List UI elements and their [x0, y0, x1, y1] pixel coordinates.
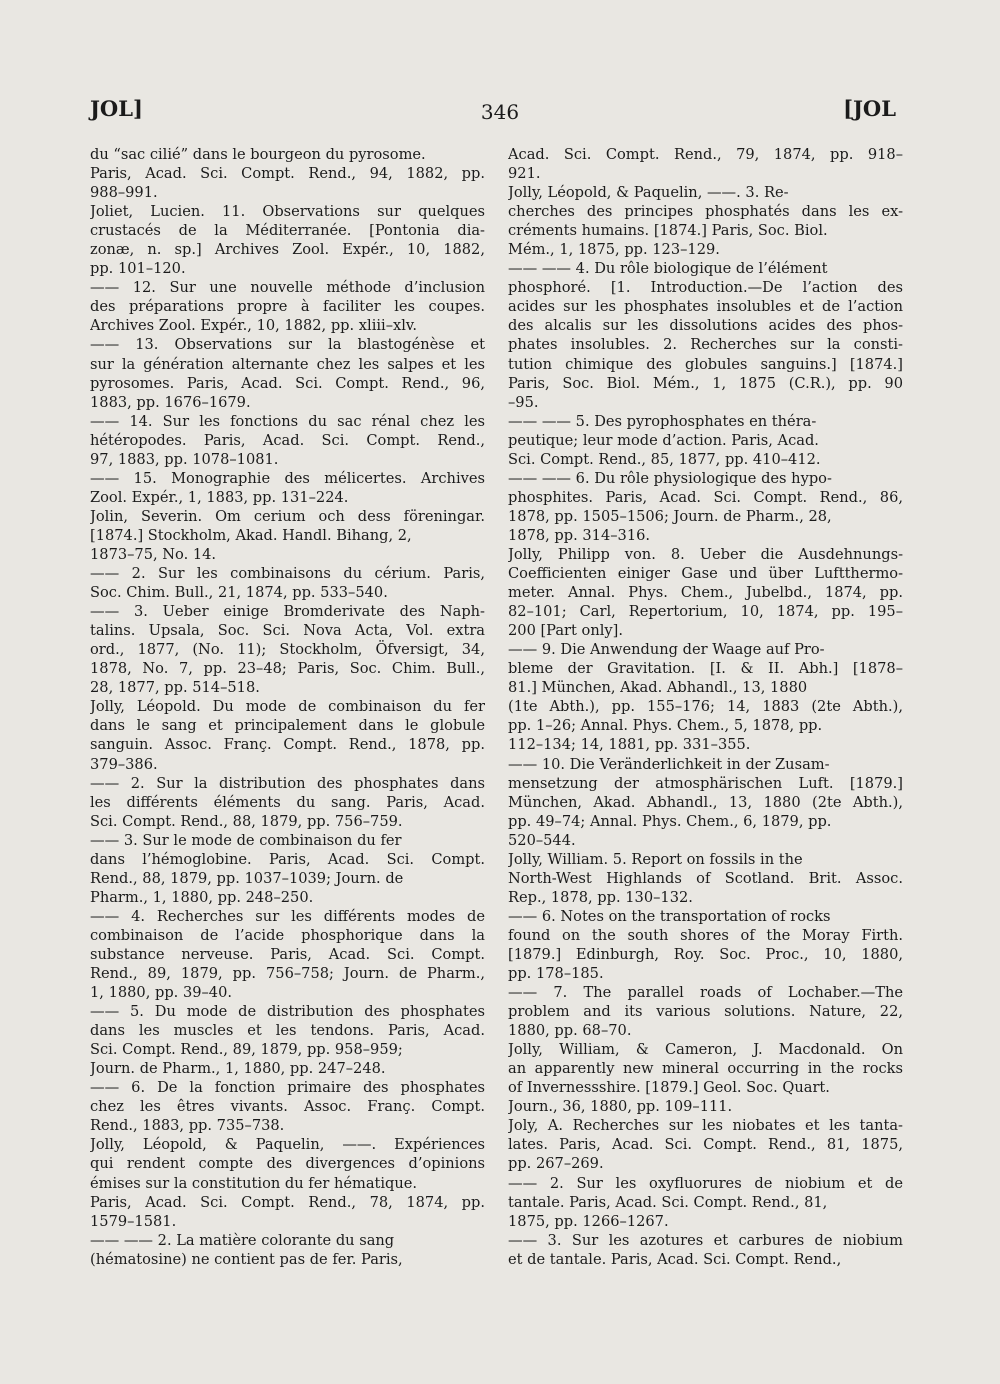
- text-line: ord., 1877, (No. 11); Stockholm, Öfversigt, 34,: [90, 641, 485, 659]
- text-line: Jolly, Léopold, & Paquelin, ——. 3. Re-: [508, 184, 789, 202]
- text-line: dans les muscles et les tendons. Paris, Acad.: [90, 1022, 485, 1040]
- text-line: pp. 101–120.: [90, 260, 186, 278]
- text-line: —— 2. Sur les oxyfluorures de niobium et de: [508, 1174, 903, 1192]
- text-line: [1879.] Edinburgh, Roy. Soc. Proc., 10, 1880,: [508, 945, 903, 963]
- text-line: pp. 49–74; Annal. Phys. Chem., 6, 1879, pp.: [508, 812, 832, 830]
- text-line: —— 4. Recherches sur les différents modes de: [90, 907, 485, 925]
- text-line: Jolly, William, & Cameron, J. Macdonald. On: [508, 1041, 903, 1059]
- text-line: of Invernessshire. [1879.] Geol. Soc. Quart.: [508, 1079, 830, 1097]
- text-line: combinaison de l’acide phosphorique dans la: [90, 926, 485, 944]
- text-line: Jolly, Léopold, & Paquelin, ——. Expériences: [90, 1136, 485, 1154]
- text-line: an apparently new mineral occurring in the rocks: [508, 1060, 903, 1078]
- text-line: —— 3. Sur les azotures et carbures de niobium: [508, 1231, 903, 1249]
- text-line: 1878, pp. 314–316.: [508, 526, 651, 544]
- text-line: —— 7. The parallel roads of Lochaber.—The: [508, 984, 903, 1002]
- text-line: Paris, Acad. Sci. Compt. Rend., 94, 1882, pp.: [90, 165, 485, 183]
- text-line: —— 13. Observations sur la blastogénèse et: [90, 336, 485, 354]
- text-line: des préparations propre à faciliter les coupes.: [90, 298, 485, 316]
- running-head-left: JOL]: [90, 96, 143, 121]
- text-line: Mém., 1, 1875, pp. 123–129.: [508, 241, 720, 259]
- text-line: Rend., 1883, pp. 735–738.: [90, 1117, 285, 1135]
- text-line: Sci. Compt. Rend., 89, 1879, pp. 958–959;: [90, 1041, 403, 1059]
- text-line: acides sur les phosphates insolubles et de l’action: [508, 298, 903, 316]
- text-line: les différents éléments du sang. Paris, Acad.: [90, 793, 485, 811]
- text-line: Pharm., 1, 1880, pp. 248–250.: [90, 888, 314, 906]
- text-line: Paris, Soc. Biol. Mém., 1, 1875 (C.R.), pp. 90: [508, 374, 903, 392]
- text-line: Jolly, William. 5. Report on fossils in the: [508, 850, 803, 868]
- text-line: lates. Paris, Acad. Sci. Compt. Rend., 81, 1875,: [508, 1136, 903, 1154]
- text-line: dans le sang et principalement dans le globule: [90, 717, 485, 735]
- text-line: talins. Upsala, Soc. Sci. Nova Acta, Vol. extra: [90, 622, 485, 640]
- text-line: Joliet, Lucien. 11. Observations sur quelques: [90, 203, 485, 221]
- text-line: peutique; leur mode d’action. Paris, Acad.: [508, 431, 819, 449]
- text-line: Sci. Compt. Rend., 88, 1879, pp. 756–759.: [90, 812, 403, 830]
- text-line: 988–991.: [90, 184, 158, 202]
- text-line: et de tantale. Paris, Acad. Sci. Compt. Rend.,: [508, 1250, 842, 1268]
- text-line: —— —— 5. Des pyrophosphates en théra-: [508, 412, 817, 430]
- text-line: —— 6. Notes on the transportation of rocks: [508, 907, 831, 925]
- text-line: 1883, pp. 1676–1679.: [90, 393, 251, 411]
- text-line: mensetzung der atmosphärischen Luft. [1879.]: [508, 774, 903, 792]
- text-line: —— 12. Sur une nouvelle méthode d’inclusion: [90, 279, 485, 297]
- text-line: —— 6. De la fonction primaire des phosphates: [90, 1079, 485, 1097]
- text-line: 1579–1581.: [90, 1212, 177, 1230]
- text-line: 1873–75, No. 14.: [90, 545, 217, 563]
- text-line: phosphoré. [1. Introduction.—De l’action des: [508, 279, 903, 297]
- text-line: 81.] München, Akad. Abhandl., 13, 1880: [508, 679, 808, 697]
- text-line: 112–134; 14, 1881, pp. 331–355.: [508, 736, 751, 754]
- text-line: 921.: [508, 165, 541, 183]
- text-line: tantale. Paris, Acad. Sci. Compt. Rend., 81,: [508, 1193, 828, 1211]
- text-line: —— —— 4. Du rôle biologique de l’élément: [508, 260, 828, 278]
- text-line: du “sac cilié” dans le bourgeon du pyrosome.: [90, 146, 426, 163]
- text-line: 1880, pp. 68–70.: [508, 1022, 632, 1040]
- text-line: —— 3. Ueber einige Bromderivate des Naph-: [90, 603, 485, 621]
- text-line: sur la génération alternante chez les salpes et les: [90, 355, 485, 373]
- text-line: —— 10. Die Veränderlichkeit in der Zusam-: [508, 755, 830, 773]
- text-line: Jolly, Philipp von. 8. Ueber die Ausdehnungs-: [508, 545, 903, 563]
- text-line: 379–386.: [90, 755, 158, 773]
- text-line: Rep., 1878, pp. 130–132.: [508, 888, 693, 906]
- text-line: Zool. Expér., 1, 1883, pp. 131–224.: [90, 488, 349, 506]
- text-line: Sci. Compt. Rend., 85, 1877, pp. 410–412.: [508, 450, 821, 468]
- text-line: 1875, pp. 1266–1267.: [508, 1212, 669, 1230]
- text-line: 200 [Part only].: [508, 622, 623, 640]
- page-number: 346: [480, 100, 520, 124]
- text-line: problem and its various solutions. Nature, 22,: [508, 1003, 903, 1021]
- text-line: pyrosomes. Paris, Acad. Sci. Compt. Rend., 96,: [90, 374, 485, 392]
- text-line: émises sur la constitution du fer hématique.: [90, 1174, 418, 1192]
- text-line: —— 2. Sur la distribution des phosphates dans: [90, 774, 485, 792]
- text-line: München, Akad. Abhandl., 13, 1880 (2te Abth.),: [508, 793, 903, 811]
- text-line: bleme der Gravitation. [I. & II. Abh.] [1878–: [508, 660, 903, 678]
- text-line: 97, 1883, pp. 1078–1081.: [90, 450, 279, 468]
- text-line: North-West Highlands of Scotland. Brit. Assoc.: [508, 869, 903, 887]
- text-line: hétéropodes. Paris, Acad. Sci. Compt. Rend.,: [90, 431, 485, 449]
- text-line: —— 15. Monographie des mélicertes. Archives: [90, 469, 485, 487]
- text-line: meter. Annal. Phys. Chem., Jubelbd., 1874, pp.: [508, 584, 903, 602]
- text-line: Rend., 88, 1879, pp. 1037–1039; Journ. de: [90, 869, 404, 887]
- text-line: —— 5. Du mode de distribution des phosphates: [90, 1003, 485, 1021]
- right-column: [508, 145, 903, 1269]
- text-line: qui rendent compte des divergences d’opinions: [90, 1155, 485, 1173]
- text-line: 520–544.: [508, 831, 576, 849]
- text-line: (1te Abth.), pp. 155–176; 14, 1883 (2te Abth.),: [508, 698, 903, 716]
- text-line: Jolly, Léopold. Du mode de combinaison du fer: [90, 698, 485, 716]
- text-line: dans l’hémoglobine. Paris, Acad. Sci. Compt.: [90, 850, 485, 868]
- text-line: Archives Zool. Expér., 10, 1882, pp. xliii–xlv.: [90, 317, 418, 335]
- text-line: tution chimique des globules sanguins.] [1874.]: [508, 355, 903, 373]
- text-line: Journ. de Pharm., 1, 1880, pp. 247–248.: [90, 1060, 386, 1078]
- text-line: Paris, Acad. Sci. Compt. Rend., 78, 1874, pp.: [90, 1193, 485, 1211]
- text-line: créments humains. [1874.] Paris, Soc. Biol.: [508, 222, 828, 240]
- text-line: 28, 1877, pp. 514–518.: [90, 679, 260, 697]
- text-line: Rend., 89, 1879, pp. 756–758; Journ. de Pharm.,: [90, 965, 485, 983]
- text-line: 82–101; Carl, Repertorium, 10, 1874, pp. 195–: [508, 603, 903, 621]
- text-line: sanguin. Assoc. Franç. Compt. Rend., 1878, pp.: [90, 736, 485, 754]
- text-line: —— 9. Die Anwendung der Waage auf Pro-: [508, 641, 825, 659]
- text-line: found on the south shores of the Moray Firth.: [508, 926, 903, 944]
- text-line: Journ., 36, 1880, pp. 109–111.: [508, 1098, 733, 1116]
- text-line: —— —— 6. Du rôle physiologique des hypo-: [508, 469, 832, 487]
- text-line: pp. 267–269.: [508, 1155, 604, 1173]
- text-line: —— 3. Sur le mode de combinaison du fer: [90, 831, 402, 849]
- text-line: des alcalis sur les dissolutions acides des phos-: [508, 317, 903, 335]
- text-line: phates insolubles. 2. Recherches sur la consti-: [508, 336, 903, 354]
- text-line: Jolin, Severin. Om cerium och dess föreningar.: [90, 507, 485, 525]
- text-line: 1878, pp. 1505–1506; Journ. de Pharm., 28,: [508, 507, 832, 525]
- text-line: (hématosine) ne contient pas de fer. Paris,: [90, 1250, 403, 1268]
- text-line: pp. 1–26; Annal. Phys. Chem., 5, 1878, pp.: [508, 717, 823, 735]
- text-line: Coefficienten einiger Gase und über Luftthermo-: [508, 565, 903, 583]
- text-line: zonæ, n. sp.] Archives Zool. Expér., 10, 1882,: [90, 241, 485, 259]
- text-line: cherches des principes phosphatés dans les ex-: [508, 203, 903, 221]
- text-line: chez les êtres vivants. Assoc. Franç. Compt.: [90, 1098, 485, 1116]
- text-line: Soc. Chim. Bull., 21, 1874, pp. 533–540.: [90, 584, 388, 602]
- text-line: pp. 178–185.: [508, 965, 604, 983]
- text-line: 1878, No. 7, pp. 23–48; Paris, Soc. Chim. Bull.,: [90, 660, 485, 678]
- running-head-right: [JOL: [843, 96, 896, 121]
- text-line: –95.: [508, 393, 539, 411]
- text-line: [1874.] Stockholm, Akad. Handl. Bihang, 2,: [90, 526, 412, 544]
- text-line: crustacés de la Méditerranée. [Pontonia dia-: [90, 222, 485, 240]
- text-line: Acad. Sci. Compt. Rend., 79, 1874, pp. 918–: [508, 146, 903, 163]
- text-line: —— 14. Sur les fonctions du sac rénal chez les: [90, 412, 485, 430]
- text-line: —— 2. Sur les combinaisons du cérium. Paris,: [90, 565, 485, 583]
- text-line: 1, 1880, pp. 39–40.: [90, 984, 233, 1002]
- text-line: phosphites. Paris, Acad. Sci. Compt. Rend., 86,: [508, 488, 903, 506]
- text-line: Joly, A. Recherches sur les niobates et les tanta-: [508, 1117, 903, 1135]
- text-line: substance nerveuse. Paris, Acad. Sci. Compt.: [90, 945, 485, 963]
- left-column: [90, 145, 485, 1269]
- text-line: —— —— 2. La matière colorante du sang: [90, 1231, 395, 1249]
